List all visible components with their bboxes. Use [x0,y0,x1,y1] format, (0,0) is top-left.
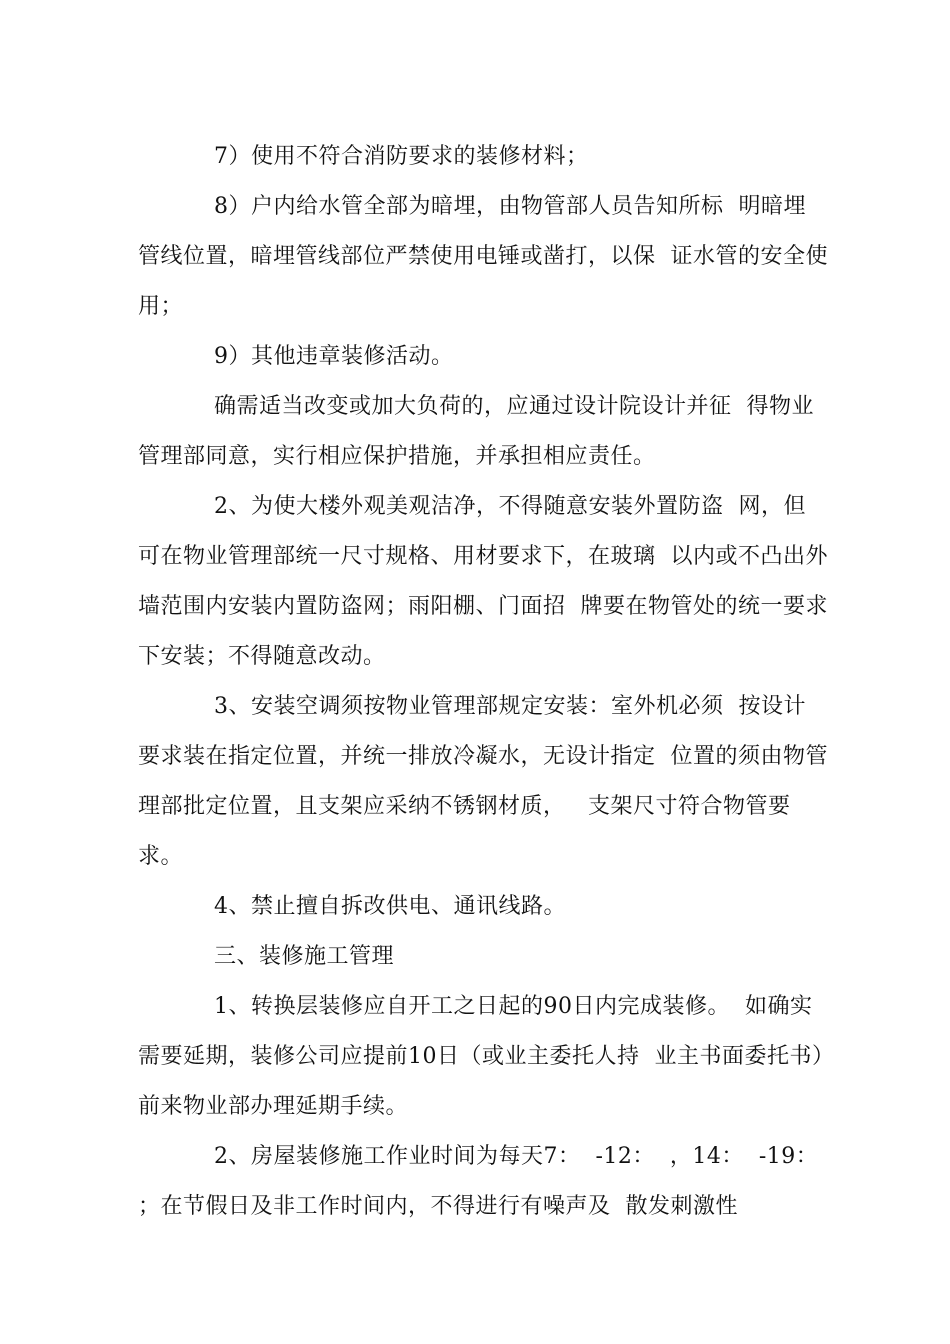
paragraph-working-hours: 2、房屋装修施工作业时间为每天7： -12： ，14： -19： ；在节假日及非工作时间内，不得进行有噪声及 散发刺激性 [138,1144,834,1219]
document-body [138,132,834,1232]
paragraph-item-7: 7）使用不符合消防要求的装修材料； [214,144,589,169]
paragraph-renovation-deadline: 1、转换层装修应自开工之日起的90日内完成装修。 如确实需要延期，装修公司应提前10日（或业主委托人持 业主书面委托书）前来物业部办理延期手续。 [138,994,824,1119]
paragraph-item-9: 9）其他违章装修活动。 [214,344,454,369]
paragraph-air-conditioner: 3、安装空调须按物业管理部规定安装：室外机必须 按设计要求装在指定位置，并统一排放冷凝水，无设计指定 位置的须由物管理部批定位置，且支架应采纳不锈钢材质， 支架尺寸符合物管要求。 [138,694,828,869]
paragraph-load-change: 确需适当改变或加大负荷的，应通过设计院设计并征 得物业管理部同意，实行相应保护措施，并承担相应责任。 [138,394,814,469]
paragraph-item-8: 8）户内给水管全部为暗埋，由物管部人员告知所标 明暗埋管线位置，暗埋管线部位严禁使用电锤或凿打，以保 证水管的安全使用； [138,194,828,319]
paragraph-security-net: 2、为使大楼外观美观洁净，不得随意安装外置防盗 网，但可在物业管理部统一尺寸规格、用材要求下，在玻璃 以内或不凸出外墙范围内安装内置防盗网；雨阳棚、门面招 牌要在物管处的统一要求下安装；不得随意改动。 [138,494,828,669]
paragraph-power-lines: 4、禁止擅自拆改供电、通讯线路。 [214,894,566,919]
section-heading-construction-management: 三、装修施工管理 [214,944,395,969]
